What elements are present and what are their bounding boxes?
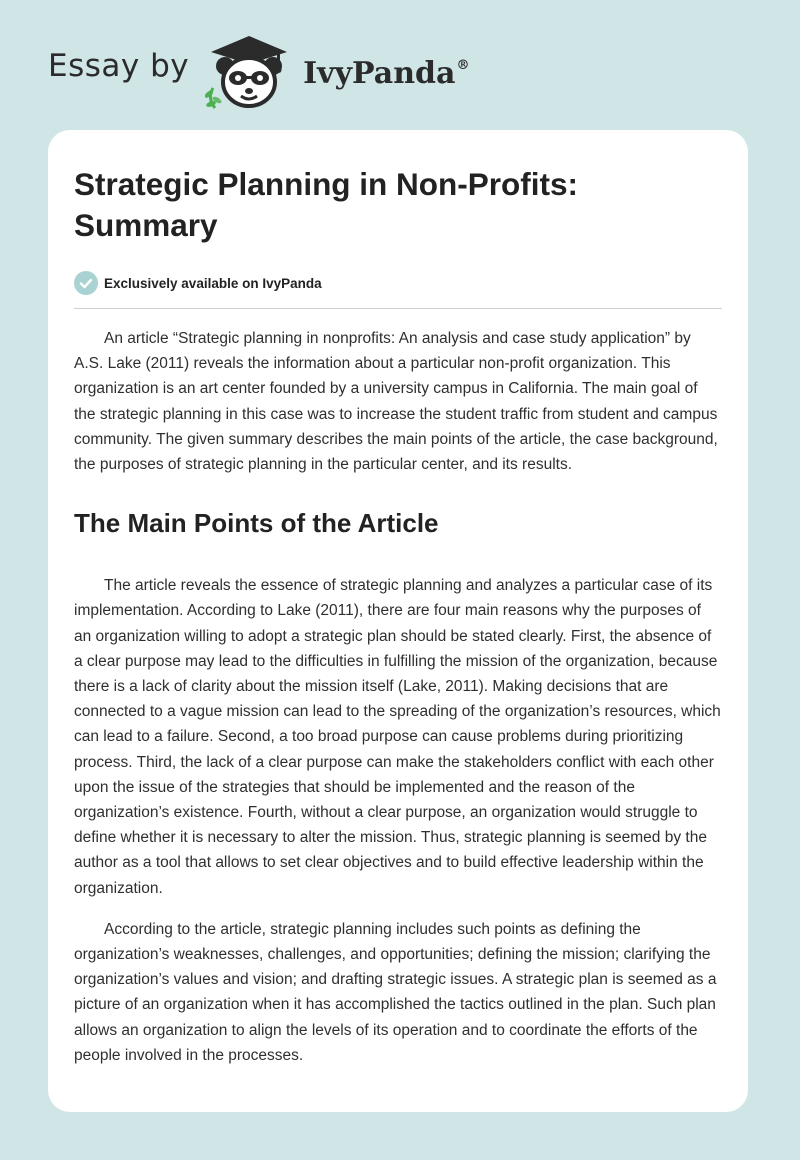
site-header — [48, 30, 468, 110]
body-paragraph-1: The article reveals the essence of strategic planning and analyzes a particular case of its implementation. According to Lake (2011), there are four main reasons why the purposes of an organization willing to adopt a strategic plan should be stated clearly. First, the absence of a clear purpose may lead to the difficulties in fulfilling the mission of the organization, because there is a lack of clarity about the mission itself (Lake, 2011). Making decisions that are connected to a vague mission can lead to the spreading of the organization’s resources, which can lead to a failure. Second, a too broad purpose can cause problems during prioritizing process. Third, the lack of a clear purpose can make the stakeholders conflict with each other upon the issue of the strategies that should be implemented and the reason of the organization’s existence. Fourth, without a clear purpose, an organization would struggle to define whether it is necessary to alter the mission. Thus, strategic planning is seemed by the author as a tool that allows to set clear objectives and to build effective leadership within the organization. — [74, 577, 721, 897]
intro-paragraph: An article “Strategic planning in nonprofits: An analysis and case study application” by A.S. Lake (2011) reveals the information about a particular non-profit organization. This organization is an art center founded by a university campus in California. The main goal of the strategic planning in this case was to increase the student traffic from student and campus community. The given summary describes the main points of the article, the case background, the purposes of strategic planning in the particular center, and its results. — [74, 330, 718, 474]
registered-mark: ® — [456, 57, 470, 73]
section-heading: The Main Points of the Article — [74, 508, 439, 539]
essay-by-label: Essay by — [48, 48, 190, 84]
page-title: Strategic Planning in Non-Profits: Summary — [74, 166, 579, 243]
panda-graduate-logo-icon[interactable] — [203, 28, 299, 112]
brand-text: IvyPanda — [303, 55, 456, 91]
divider — [74, 308, 722, 309]
check-circle-icon — [74, 271, 98, 295]
exclusive-badge — [74, 269, 722, 297]
essay-card — [48, 130, 748, 1112]
exclusive-badge-text: Exclusively available on IvyPanda — [104, 275, 322, 291]
brand-name[interactable] — [303, 56, 468, 91]
body-paragraph-2: According to the article, strategic planning includes such points as defining the organization’s weaknesses, challenges, and opportunities; defining the mission; clarifying the organization’s values and vision; and drafting strategic issues. A strategic plan is seemed as a picture of an organization when it has accomplished the tactics outlined in the plan. Such plan allows an organization to align the levels of its operation and to coordinate the efforts of the people involved in the processes. — [74, 920, 717, 1064]
